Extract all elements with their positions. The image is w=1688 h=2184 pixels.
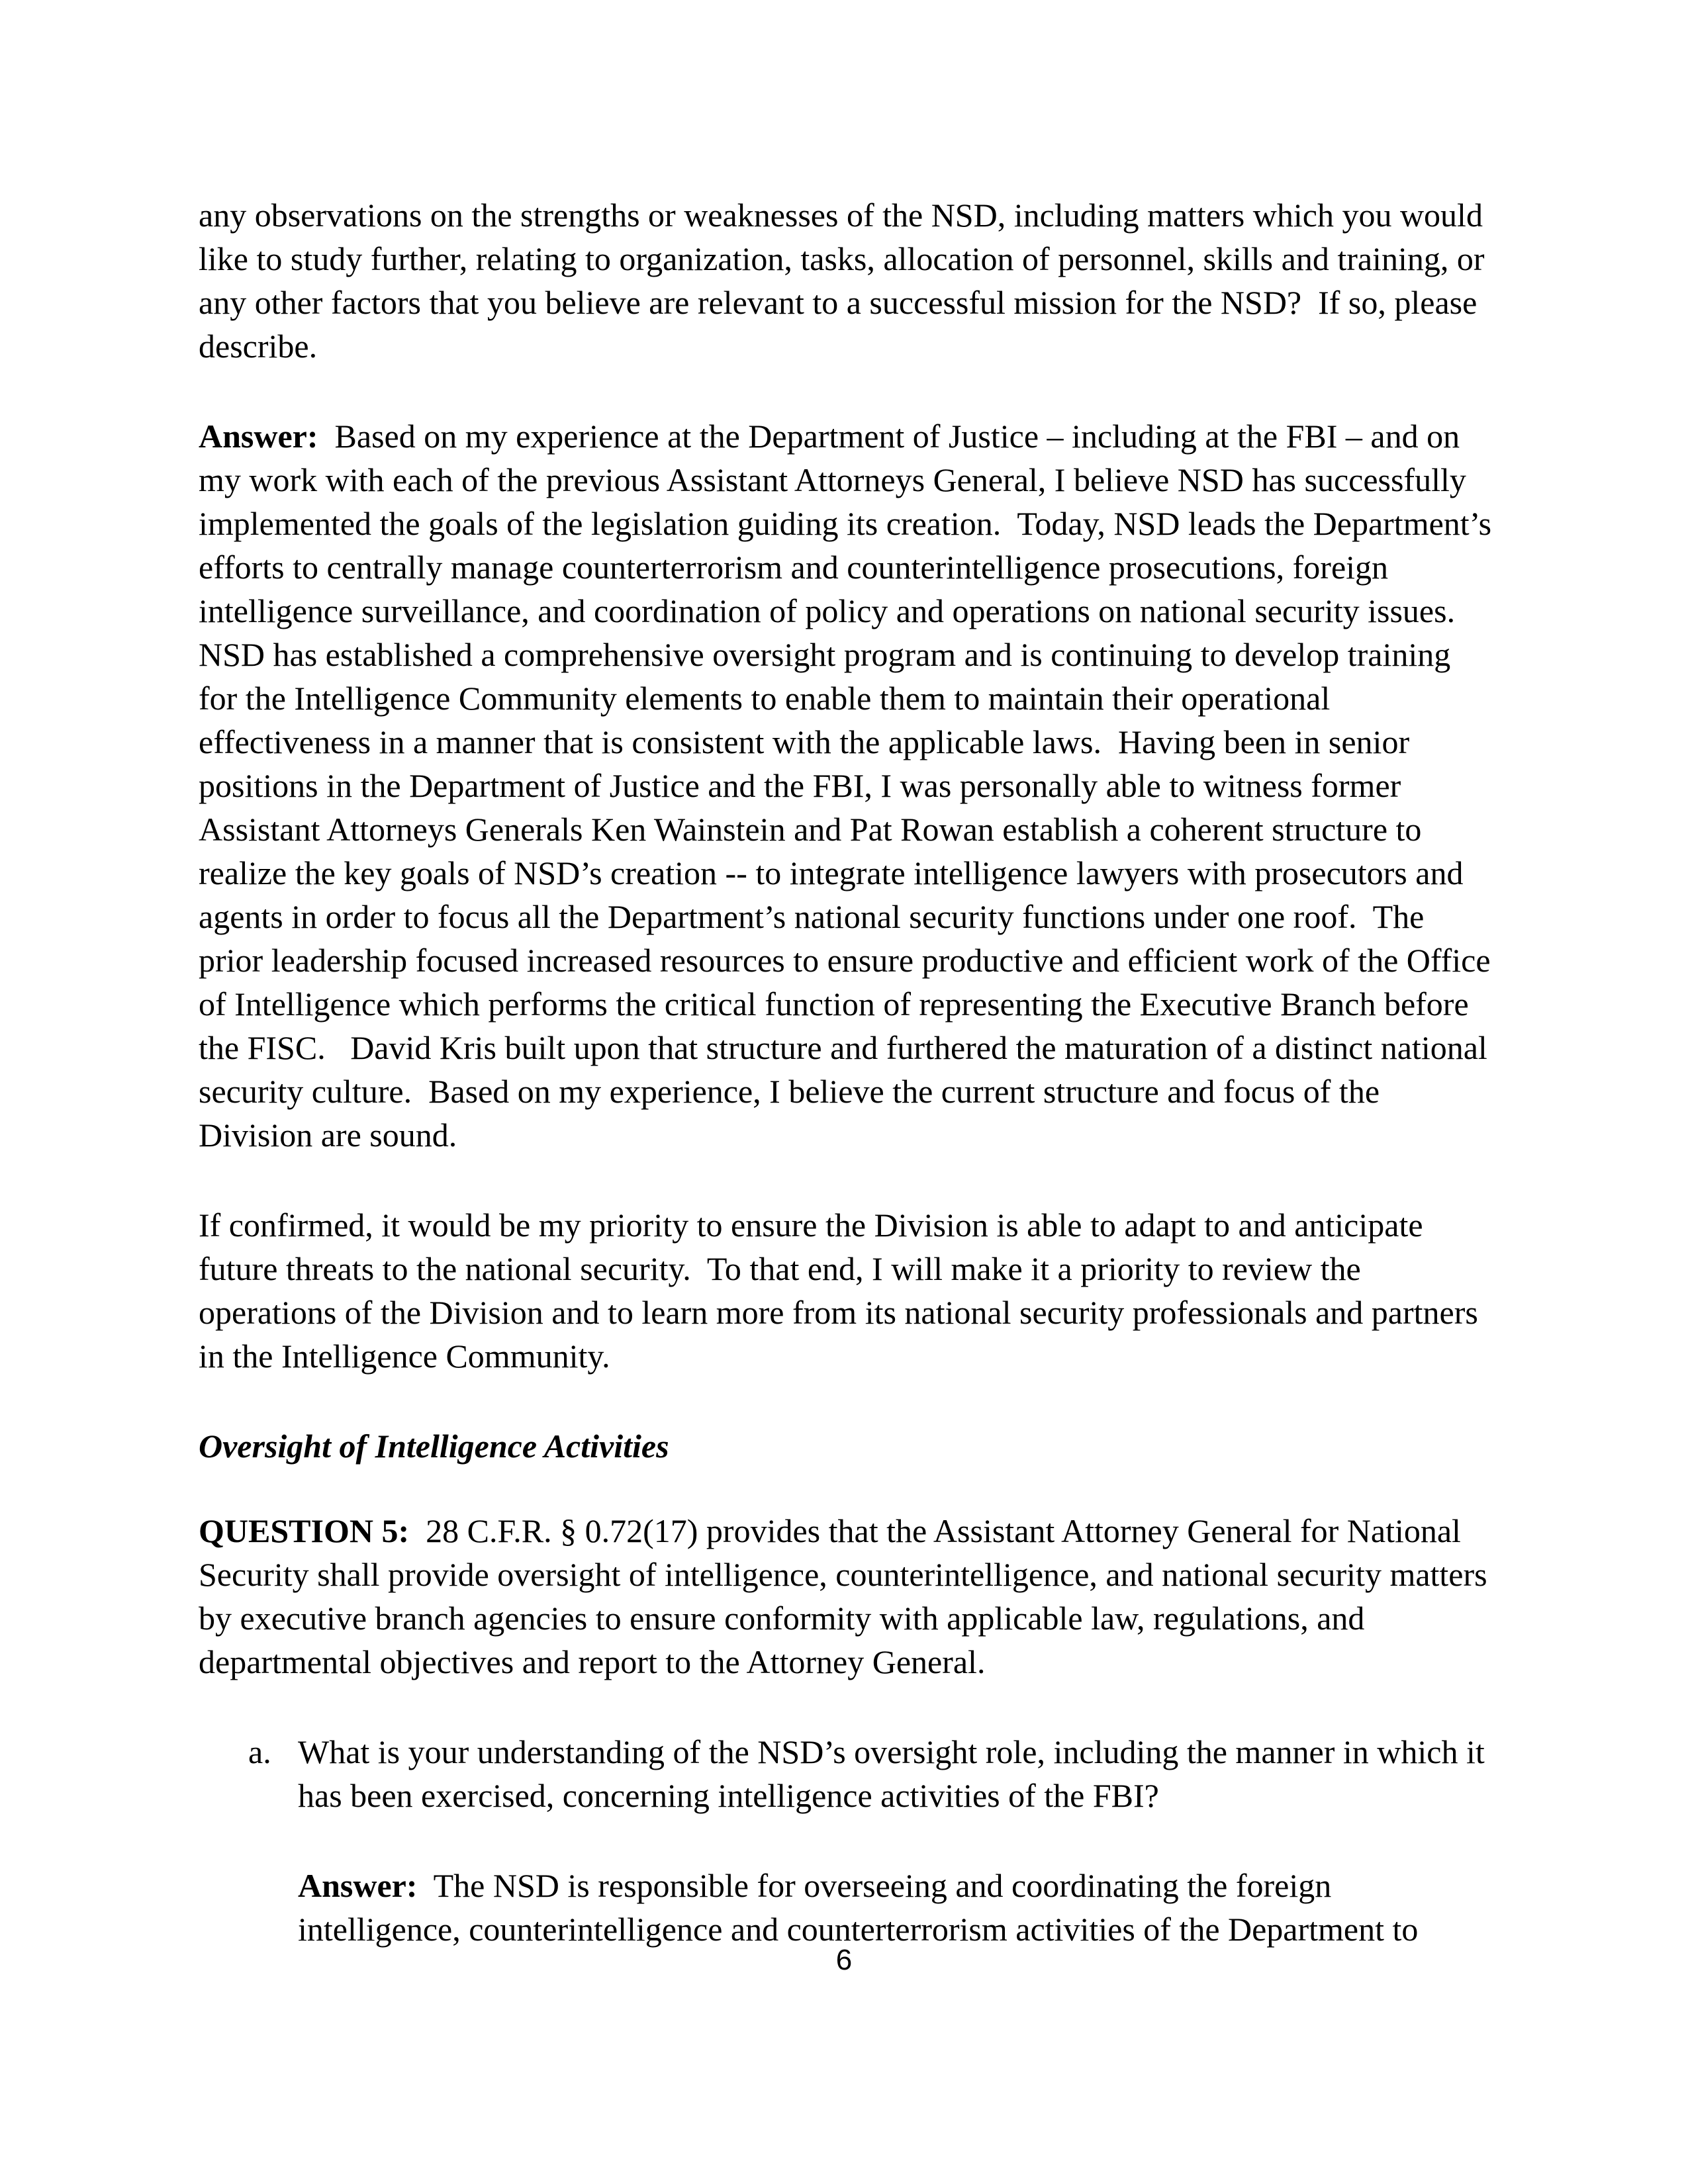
document-content: [199, 193, 1500, 1951]
answer-paragraph-2: [199, 1864, 1495, 1951]
confirmed-paragraph: If confirmed, it would be my priority to ensure the Division is able to adapt to and anticipate future threats to the national security. To that end, I will make it a priority to review the operations of the Division and to learn more from its national security professionals and partners in the Intelligence Community.: [199, 1206, 1487, 1375]
answer-paragraph-1: [199, 414, 1500, 1157]
answer-text-1: Based on my experience at the Department of Justice – including at the FBI – and on my work with each of the previous Assistant Attorneys General, I believe NSD has successfully implemented the goals of the legislation guiding its creation. Today, NSD leads the Department’s efforts to centrally manage counterterrorism and counterintelligence prosecutions, foreign intelligence surveillance, and coordination of policy and operations on national security issues. NSD has established a comprehensive oversight program and is continuing to develop training for the Intelligence Community elements to enable them to maintain their operational effectiveness in a manner that is consistent with the applicable laws. Having been in senior positions in the Department of Justice and the FBI, I was personally able to witness former Assistant Attorneys Generals Ken Wainstein and Pat Rowan establish a coherent structure to realize the key goals of NSD’s creation -- to integrate intelligence lawyers with prosecutors and agents in order to focus all the Department’s national security functions under one roof. The prior leadership focused increased resources to ensure productive and efficient work of the Office of Intelligence which performs the critical function of representing the Executive Branch before the FISC. David Kris built upon that structure and furthered the maturation of a distinct national security culture. Based on my experience, I believe the current structure and focus of the Division are sound.: [199, 418, 1500, 1154]
question5-label: QUESTION 5:: [199, 1512, 410, 1549]
section-heading: Oversight of Intelligence Activities: [199, 1428, 669, 1465]
answer-label-1: Answer:: [199, 418, 318, 455]
list-item-a-text: What is your understanding of the NSD’s oversight role, including the manner in which it has been exercised, concerning intelligence activities of the FBI?: [298, 1733, 1493, 1814]
intro-paragraph: any observations on the strengths or weaknesses of the NSD, including matters which you would like to study further, relating to organization, tasks, allocation of personnel, skills and training, or any other factors that you believe are relevant to a successful mission for the NSD? If so, please describe.: [199, 197, 1493, 365]
answer-text-2: The NSD is responsible for overseeing and coordinating the foreign intelligence, counterintelligence and counterterrorism activities of the Department to: [298, 1867, 1419, 1948]
list-item-a-marker: a.: [248, 1733, 271, 1770]
list-item-a: [199, 1730, 1495, 1817]
page-number: 6: [835, 1944, 853, 1976]
answer-label-2: Answer:: [298, 1867, 418, 1904]
question5-text: 28 C.F.R. § 0.72(17) provides that the Assistant Attorney General for National Security shall provide oversight of intelligence, counterintelligence, and national security matters by executive branch agencies to ensure conformity with applicable law, regulations, and departmental objectives and report to the Attorney General.: [199, 1512, 1496, 1680]
question5-paragraph: [199, 1509, 1495, 1684]
